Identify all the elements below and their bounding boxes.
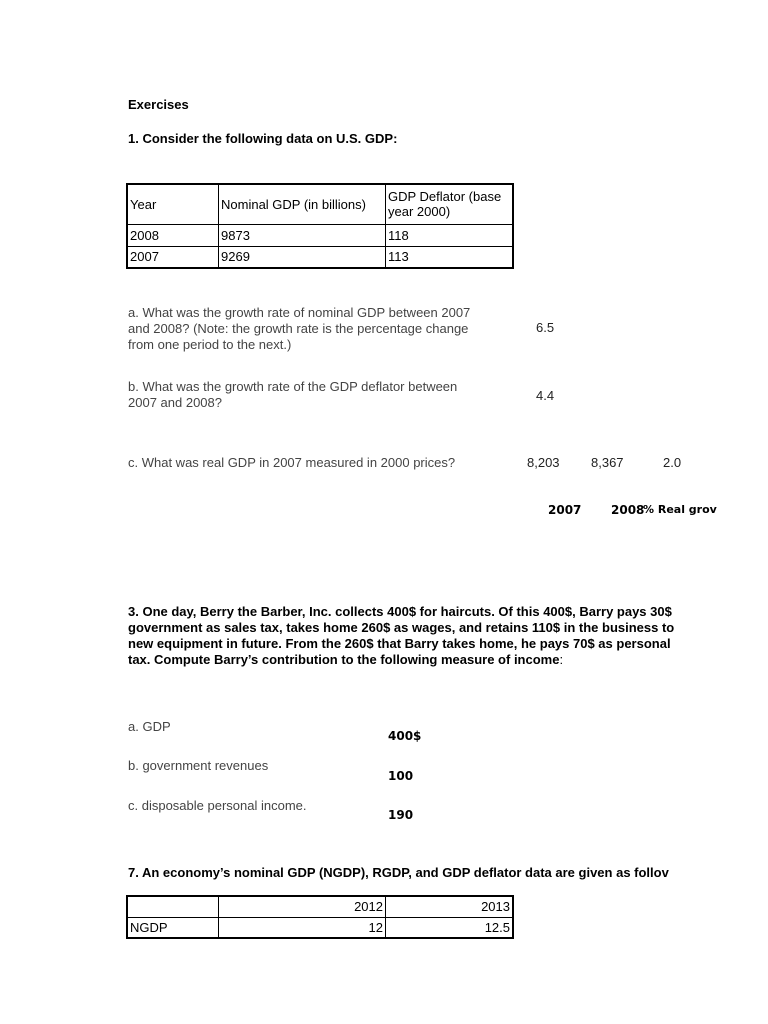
header-cell — [127, 896, 219, 917]
answer-3c: 190 — [388, 808, 414, 822]
question-line: new equipment in future. From the 260$ that Barry takes home, he pays 70$ as personal — [128, 636, 671, 651]
question-line-text: tax. Compute Barry’s contribution to the following measure of income — [128, 652, 560, 667]
question-line — [128, 652, 708, 668]
question-3a-label: a. GDP — [128, 719, 171, 734]
question-line: and 2008? (Note: the growth rate is the percentage change — [128, 321, 469, 336]
table-cell: 2008 — [127, 224, 219, 246]
question-1a — [128, 305, 470, 353]
question-3-text — [128, 604, 708, 668]
header-cell: Nominal GDP (in billions) — [219, 184, 386, 224]
question-line: b. What was the growth rate of the GDP deflator between — [128, 379, 458, 394]
question-line: 2007 and 2008? — [128, 395, 222, 410]
question-3c-label: c. disposable personal income. — [128, 798, 307, 813]
question-line: government as sales tax, takes home 260$ as wages, and retains 110$ in the business to — [128, 620, 675, 635]
gdp-table — [126, 183, 514, 269]
question-line: from one period to the next.) — [128, 337, 292, 352]
header-cell: GDP Deflator (base year 2000) — [386, 184, 514, 224]
header-cell: Year — [127, 184, 219, 224]
table-cell: 12.5 — [386, 917, 514, 938]
question-line: a. What was the growth rate of nominal GDP between 2007 — [128, 305, 471, 320]
table-header-row — [127, 896, 513, 917]
question-7-heading: 7. An economy’s nominal GDP (NGDP), RGDP, and GDP deflator data are given as follov — [128, 865, 669, 880]
question-3b-label: b. government revenues — [128, 758, 269, 773]
answer-3b: 100 — [388, 769, 414, 783]
answer-3a: 400$ — [388, 729, 422, 743]
answer-real-gdp-2008: 8,367 — [591, 455, 624, 470]
question-line-tail: : — [559, 652, 564, 667]
question-1b — [128, 379, 457, 411]
answer-1b: 4.4 — [536, 388, 555, 403]
label-2008: 2008 — [611, 503, 645, 517]
table-row — [127, 246, 513, 268]
table-row — [127, 917, 513, 938]
header-cell: 2012 — [219, 896, 386, 917]
page-title: Exercises — [128, 97, 189, 112]
answer-real-growth: 2.0 — [663, 455, 682, 470]
question-line: 3. One day, Berry the Barber, Inc. collects 400$ for haircuts. Of this 400$, Barry pays 30$ — [128, 604, 672, 619]
table-cell: 118 — [386, 224, 514, 246]
answer-real-gdp-2007: 8,203 — [527, 455, 560, 470]
table-cell: 9269 — [219, 246, 386, 268]
table-header-row — [127, 184, 513, 224]
table-cell: NGDP — [127, 917, 219, 938]
label-2007: 2007 — [548, 503, 582, 517]
table-cell: 2007 — [127, 246, 219, 268]
table-cell: 9873 — [219, 224, 386, 246]
header-cell: 2013 — [386, 896, 514, 917]
ngdp-table — [126, 895, 514, 939]
question-1c: c. What was real GDP in 2007 measured in 2000 prices? — [128, 455, 456, 470]
answer-1a: 6.5 — [536, 320, 555, 335]
table-cell: 113 — [386, 246, 514, 268]
label-real-growth: % Real grov — [643, 503, 717, 516]
table-cell: 12 — [219, 917, 386, 938]
question-1-heading: 1. Consider the following data on U.S. GDP: — [128, 131, 398, 146]
table-row — [127, 224, 513, 246]
